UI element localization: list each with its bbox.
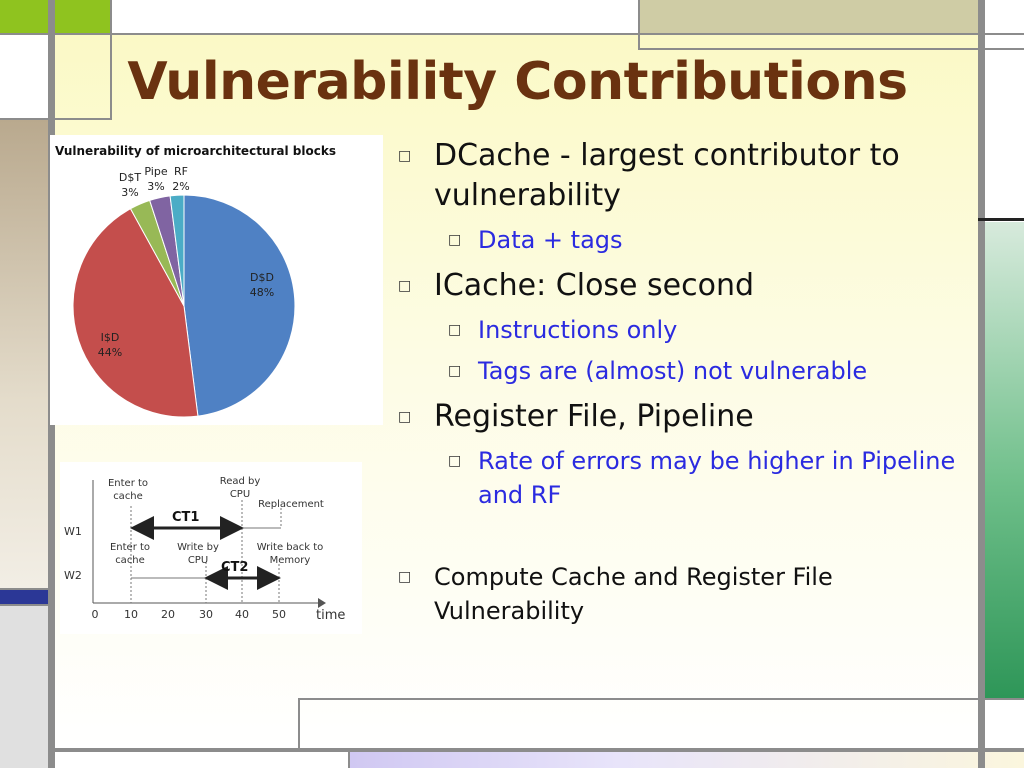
pie-slice-dd bbox=[184, 195, 295, 416]
pie-chart-panel bbox=[50, 135, 383, 425]
frame-line bbox=[0, 33, 1024, 35]
bullet-box-icon: □ bbox=[398, 569, 412, 585]
slide-title: Vulnerability Contributions bbox=[127, 52, 908, 112]
row-label-w2: W2 bbox=[64, 569, 82, 582]
bullet-text: Instructions only bbox=[478, 316, 678, 344]
frame-line bbox=[298, 698, 985, 700]
pie-value-label: 2% bbox=[172, 180, 190, 193]
x-axis-arrow-icon bbox=[318, 598, 326, 608]
frame-line bbox=[55, 748, 1024, 752]
annotation: Memory bbox=[269, 555, 311, 566]
bullet-box-icon: □ bbox=[398, 278, 412, 294]
deco-teal-block bbox=[985, 222, 1024, 698]
pie-value-label: 48% bbox=[249, 286, 275, 299]
timeline-svg bbox=[60, 462, 362, 634]
annotation: cache bbox=[113, 491, 143, 502]
annotation: Read by bbox=[219, 476, 261, 487]
annotation: Write by bbox=[177, 542, 219, 553]
bullet-box-icon: □ bbox=[448, 232, 462, 248]
pie-chart-title: Vulnerability of microarchitectural blocks bbox=[55, 144, 336, 158]
deco-navy-block bbox=[0, 590, 48, 604]
bullet-text: Register File, Pipeline bbox=[434, 399, 754, 434]
deco-grey-block bbox=[0, 606, 48, 768]
frame-line bbox=[0, 604, 55, 606]
row-label-w1: W1 bbox=[64, 525, 82, 538]
pie-value-label: 3% bbox=[147, 180, 165, 193]
deco-lavender-block bbox=[350, 752, 1024, 768]
frame-line bbox=[638, 0, 640, 50]
bullet-box-icon: □ bbox=[448, 453, 462, 469]
frame-line bbox=[978, 0, 985, 768]
bullet-box-icon: □ bbox=[398, 409, 412, 425]
frame-line bbox=[0, 588, 55, 590]
pie-label: Pipe bbox=[144, 165, 168, 178]
annotation: cache bbox=[115, 555, 145, 566]
frame-line bbox=[348, 752, 350, 768]
annotation: Replacement bbox=[258, 499, 324, 510]
annotation: CPU bbox=[187, 555, 209, 566]
x-tick: 10 bbox=[124, 608, 138, 621]
timeline-diagram bbox=[60, 462, 362, 634]
frame-line bbox=[638, 48, 1024, 50]
x-tick: 50 bbox=[272, 608, 286, 621]
x-tick: 40 bbox=[235, 608, 249, 621]
bullet-box-icon: □ bbox=[448, 363, 462, 379]
bullet-text: Tags are (almost) not vulnerable bbox=[478, 357, 868, 385]
bullet-box-icon: □ bbox=[448, 322, 462, 338]
annotation: CPU bbox=[229, 489, 251, 500]
bullet-text: DCache - largest contributor to vulnerability bbox=[434, 138, 900, 213]
deco-green-block bbox=[0, 0, 110, 33]
pie-chart bbox=[50, 135, 383, 425]
ct2-label: CT2 bbox=[221, 560, 249, 575]
annotation: Enter to bbox=[107, 478, 149, 489]
x-axis-label: time bbox=[316, 608, 346, 623]
bullet-box-icon: □ bbox=[398, 148, 412, 164]
pie-label: I$D bbox=[100, 331, 120, 344]
ct1-label: CT1 bbox=[172, 510, 200, 525]
pie-value-label: 44% bbox=[97, 346, 123, 359]
deco-khaki-block bbox=[640, 0, 980, 33]
bullet-text: Rate of errors may be higher in Pipeline and RF bbox=[478, 447, 956, 509]
x-tick: 20 bbox=[161, 608, 175, 621]
pie-value-label: 3% bbox=[121, 186, 139, 199]
annotation: Write back to bbox=[256, 542, 324, 553]
frame-line bbox=[298, 698, 300, 750]
frame-line bbox=[0, 118, 112, 120]
bullet-text: Compute Cache and Register File Vulnerability bbox=[434, 563, 833, 625]
pie-label: D$D bbox=[250, 271, 274, 284]
x-tick: 30 bbox=[199, 608, 213, 621]
bullet-text: ICache: Close second bbox=[434, 268, 755, 303]
pie-label: RF bbox=[174, 165, 188, 178]
x-tick: 0 bbox=[91, 608, 99, 621]
deco-tan-block bbox=[0, 120, 48, 588]
pie-label: D$T bbox=[118, 171, 142, 184]
frame-line bbox=[978, 218, 1024, 221]
annotation: Enter to bbox=[109, 542, 151, 553]
bullet-text: Data + tags bbox=[478, 226, 623, 254]
